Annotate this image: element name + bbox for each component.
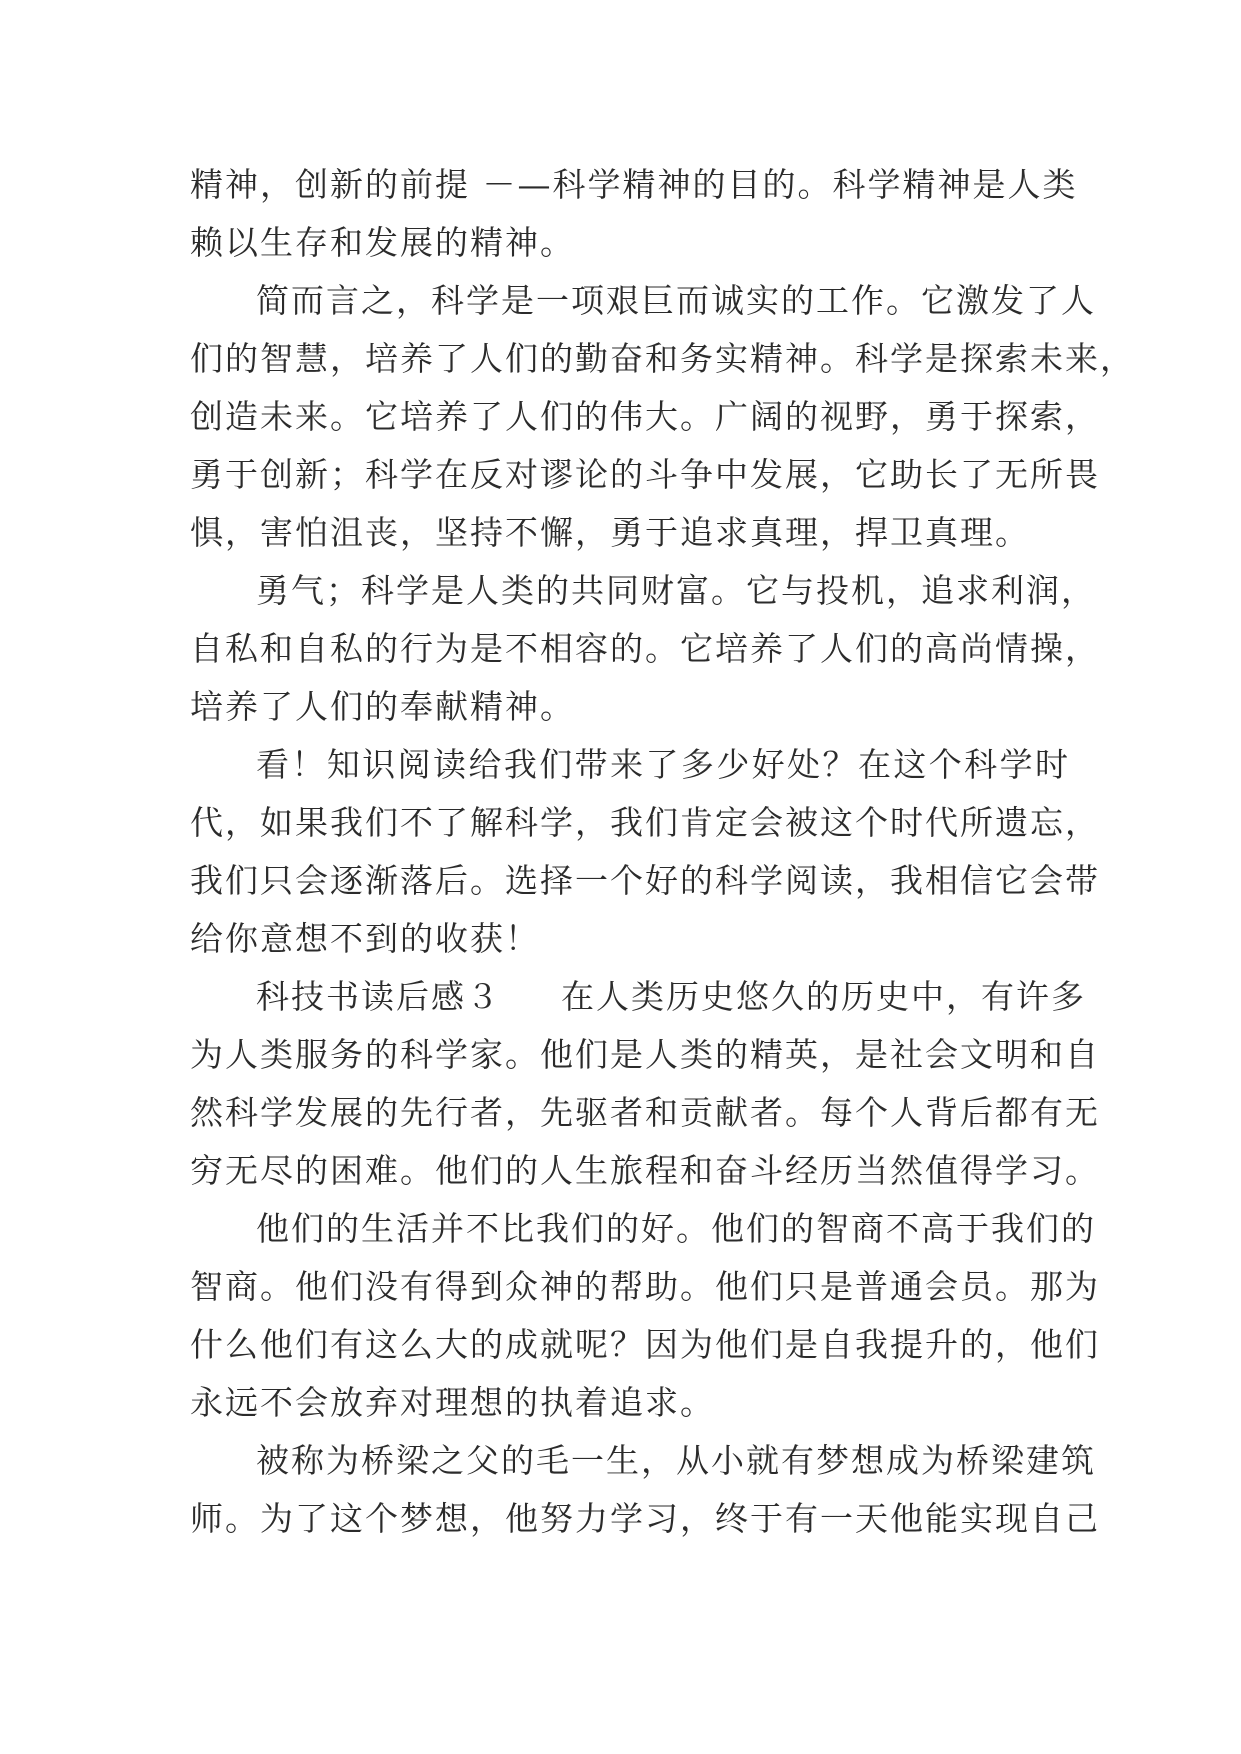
- line-text: 创造未来。它培养了人们的伟大。广阔的视野，勇于探索，: [190, 397, 1100, 436]
- text-line: [190, 1200, 1096, 1258]
- line-text: 永远不会放弃对理想的执着追求。: [190, 1383, 715, 1422]
- text-line: [190, 620, 1100, 678]
- line-text: 们的智慧，培养了人们的勤奋和务实精神。科学是探索未来，: [190, 339, 1135, 378]
- line-text: 智商。他们没有得到众神的帮助。他们只是普通会员。那为: [190, 1267, 1100, 1306]
- line-text: 为人类服务的科学家。他们是人类的精英，是社会文明和自: [190, 1035, 1100, 1074]
- text-line: [190, 1026, 1100, 1084]
- text-line: [190, 794, 1100, 852]
- line-text: 什么他们有这么大的成就呢？因为他们是自我提升的，他们: [190, 1325, 1100, 1364]
- line-text: 在人类历史悠久的历史中，有许多: [561, 977, 1086, 1016]
- line-text: 师。为了这个梦想，他努力学习，终于有一天他能实现自己: [190, 1499, 1100, 1538]
- text-line: [190, 910, 1070, 968]
- text-line: [190, 1316, 1100, 1374]
- line-text: 培养了人们的奉献精神。: [190, 687, 575, 726]
- text-line: [190, 446, 1100, 504]
- text-line: [190, 1490, 1100, 1548]
- line-text: 然科学发展的先行者，先驱者和贡献者。每个人背后都有无: [190, 1093, 1100, 1132]
- text-line: [190, 562, 1096, 620]
- text-line: [190, 330, 1135, 388]
- line-text: 精神，创新的前提 －—科学精神的目的。科学精神是人类: [190, 165, 1078, 204]
- line-text: 勇于创新；科学在反对谬论的斗争中发展，它助长了无所畏: [190, 455, 1100, 494]
- line-text: 惧，害怕沮丧，坚持不懈，勇于追求真理，捍卫真理。: [190, 513, 1030, 552]
- text-line: [190, 1432, 1096, 1490]
- line-text: 我们只会逐渐落后。选择一个好的科学阅读，我相信它会带: [190, 861, 1100, 900]
- text-line: [190, 214, 1070, 272]
- text-line: [190, 1142, 1100, 1200]
- line-text: 看！知识阅读给我们带来了多少好处？在这个科学时: [256, 745, 1070, 784]
- text-line: [190, 1374, 1070, 1432]
- line-text: 被称为桥梁之父的毛一生，从小就有梦想成为桥梁建筑: [256, 1441, 1096, 1480]
- line-text: 代，如果我们不了解科学，我们肯定会被这个时代所遗忘，: [190, 803, 1100, 842]
- text-line: [190, 968, 1086, 1026]
- line-text: 简而言之，科学是一项艰巨而诚实的工作。它激发了人: [256, 281, 1096, 320]
- line-text: 赖以生存和发展的精神。: [190, 223, 575, 262]
- text-line: [190, 156, 1078, 214]
- text-line: [190, 1084, 1100, 1142]
- text-line: [190, 272, 1096, 330]
- text-line: [190, 852, 1100, 910]
- section-heading: 科技书读后感３: [256, 977, 501, 1016]
- line-text: 穷无尽的困难。他们的人生旅程和奋斗经历当然值得学习。: [190, 1151, 1100, 1190]
- line-text: 自私和自私的行为是不相容的。它培养了人们的高尚情操，: [190, 629, 1100, 668]
- document-body: [190, 156, 1135, 1548]
- line-text: 他们的生活并不比我们的好。他们的智商不高于我们的: [256, 1209, 1096, 1248]
- text-line: [190, 1258, 1100, 1316]
- text-line: [190, 388, 1100, 446]
- line-text: 给你意想不到的收获！: [190, 919, 540, 958]
- line-text: 勇气；科学是人类的共同财富。它与投机，追求利润，: [256, 571, 1096, 610]
- text-line: [190, 736, 1070, 794]
- text-line: [190, 504, 1070, 562]
- text-line: [190, 678, 1070, 736]
